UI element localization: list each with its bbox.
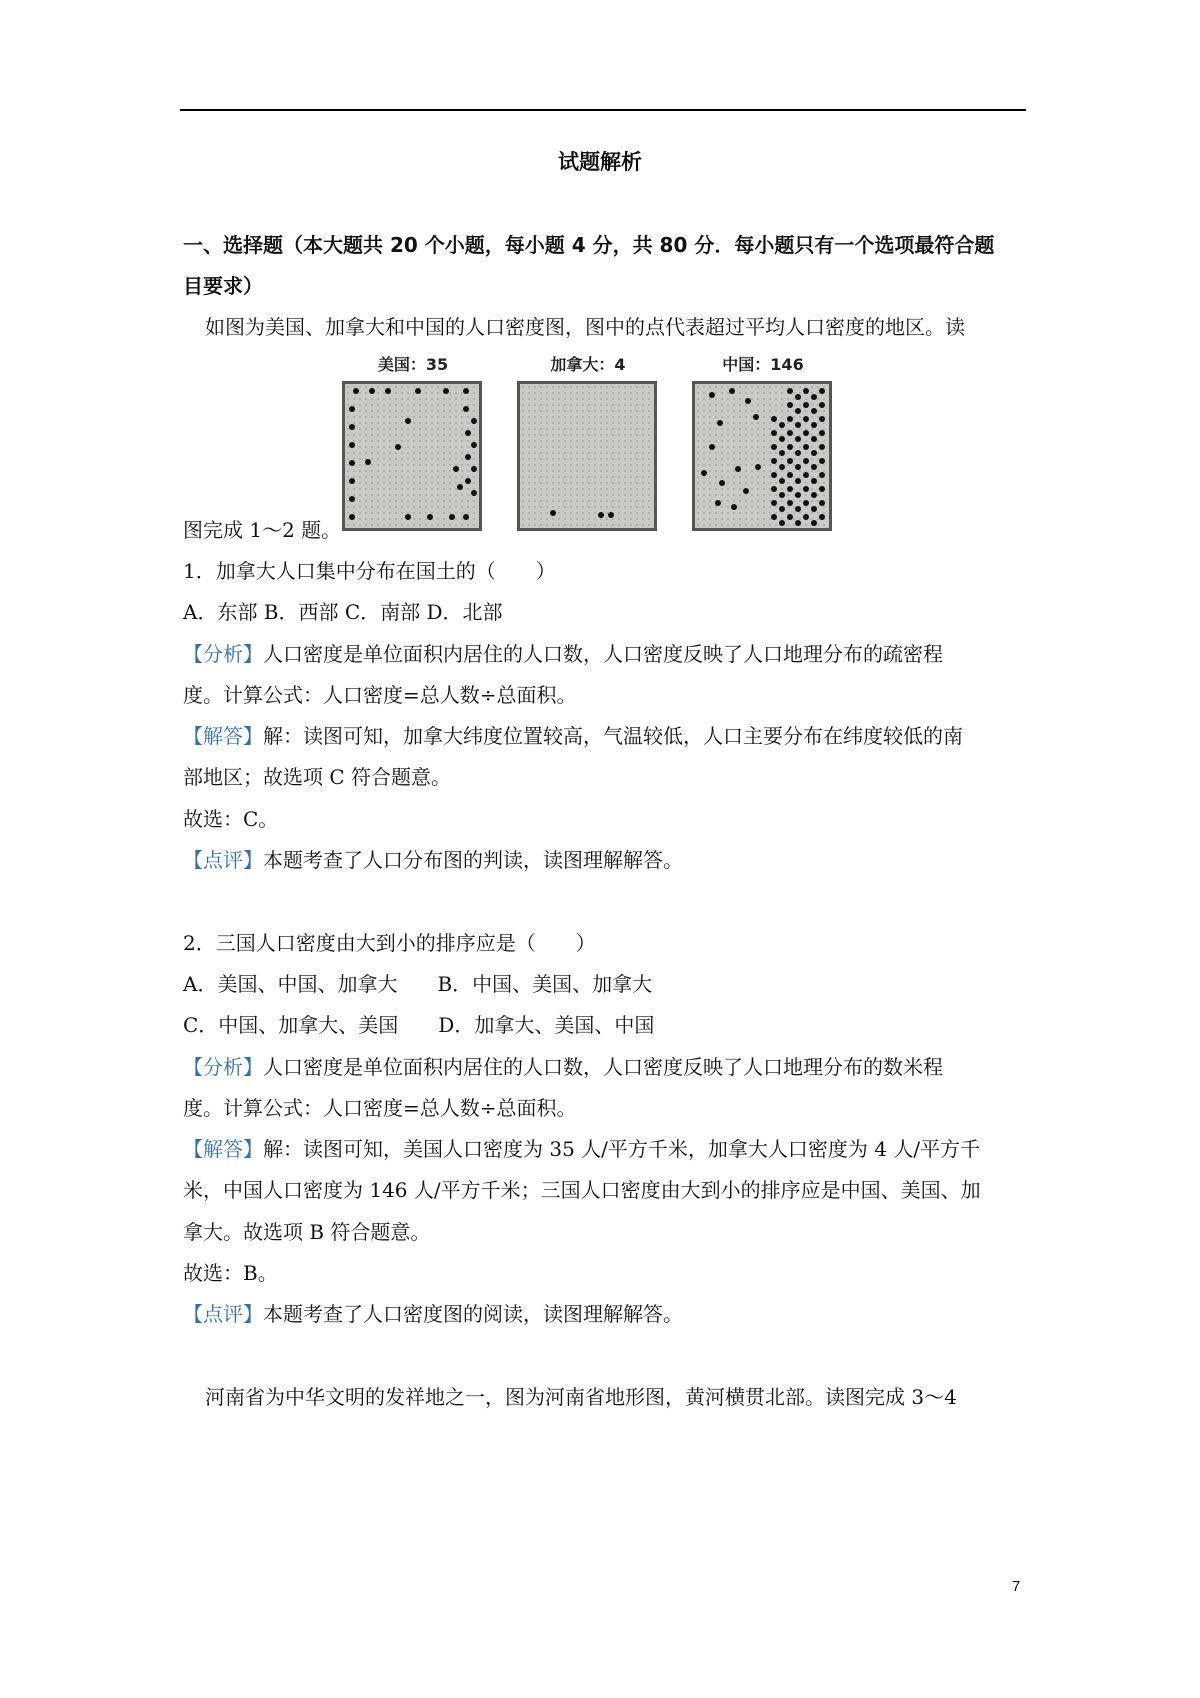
density-dot xyxy=(349,460,355,466)
density-dot xyxy=(811,422,817,428)
density-dot xyxy=(471,490,477,496)
density-dot xyxy=(819,416,825,422)
density-dot xyxy=(787,472,793,478)
density-dot xyxy=(465,454,471,460)
density-dot xyxy=(779,478,785,484)
q2-choice: 故选：B。 xyxy=(183,1261,278,1285)
density-dot xyxy=(795,520,801,526)
q1-choice: 故选：C。 xyxy=(183,807,279,831)
density-dot xyxy=(771,514,777,520)
q1-comment xyxy=(183,846,683,874)
density-dot xyxy=(771,416,777,422)
next-question-intro: 河南省为中华文明的发祥地之一，图为河南省地形图，黄河横贯北部。读图完成 3～4 xyxy=(205,1385,957,1409)
density-dot xyxy=(550,510,556,516)
density-dot xyxy=(803,402,809,408)
density-dot xyxy=(787,388,793,394)
section-heading-cont: 目要求） xyxy=(183,274,263,298)
density-dot xyxy=(349,406,355,412)
density-dot xyxy=(465,430,471,436)
map-panel-china xyxy=(688,355,838,535)
header-rule xyxy=(180,109,1026,111)
q2-analysis-cont: 度。计算公式：人口密度=总人数÷总面积。 xyxy=(183,1096,577,1120)
q2-options: C．中国、加拿大、美国 D．加拿大、美国、中国 xyxy=(183,1013,655,1037)
density-dot xyxy=(353,388,359,394)
analysis-text: 人口密度是单位面积内居住的人口数，人口密度反映了人口地理分布的疏密程 xyxy=(263,642,943,666)
map-panel-canada xyxy=(513,355,663,535)
density-dot xyxy=(463,406,469,412)
density-dot xyxy=(803,514,809,520)
density-dot xyxy=(795,394,801,400)
density-map xyxy=(342,381,482,531)
answer-text: 解：读图可知，美国人口密度为 35 人/平方千米，加拿大人口密度为 4 人/平方千 xyxy=(263,1137,981,1161)
density-dot xyxy=(365,459,371,465)
density-dot xyxy=(795,436,801,442)
density-dot xyxy=(819,472,825,478)
density-dot xyxy=(701,470,707,476)
density-dot xyxy=(819,486,825,492)
analysis-text: 人口密度是单位面积内居住的人口数，人口密度反映了人口地理分布的数米程 xyxy=(263,1055,943,1079)
density-dot xyxy=(449,514,455,520)
q1-analysis xyxy=(183,640,943,668)
density-dot xyxy=(771,486,777,492)
density-dot xyxy=(811,394,817,400)
analysis-tag: 【分析】 xyxy=(183,1055,263,1079)
density-dot xyxy=(803,416,809,422)
density-dot xyxy=(719,480,725,486)
population-density-figure xyxy=(338,355,838,535)
density-dot xyxy=(819,388,825,394)
density-dot xyxy=(427,514,433,520)
density-dot xyxy=(787,514,793,520)
density-dot xyxy=(463,388,469,394)
density-dot xyxy=(795,478,801,484)
density-dot xyxy=(771,500,777,506)
density-dot xyxy=(803,458,809,464)
density-dot xyxy=(729,388,735,394)
density-dot xyxy=(755,464,761,470)
density-dot xyxy=(787,430,793,436)
density-dot xyxy=(795,506,801,512)
density-dot xyxy=(771,444,777,450)
density-dot xyxy=(771,458,777,464)
density-dot xyxy=(405,514,411,520)
intro-text: 如图为美国、加拿大和中国的人口密度图，图中的点代表超过平均人口密度的地区。读 xyxy=(205,315,965,339)
density-dot xyxy=(811,436,817,442)
density-dot xyxy=(779,422,785,428)
density-dot xyxy=(443,388,449,394)
page-number: 7 xyxy=(1012,1578,1021,1595)
q2-answer xyxy=(183,1135,980,1163)
density-dot xyxy=(819,402,825,408)
q2-answer-cont: 拿大。故选项 B 符合题意。 xyxy=(183,1220,431,1244)
density-dot xyxy=(795,422,801,428)
density-dot xyxy=(779,492,785,498)
density-dot xyxy=(415,388,421,394)
density-dot xyxy=(715,500,721,506)
q1-stem: 1．加拿大人口集中分布在国土的（ ） xyxy=(183,559,556,583)
q2-comment xyxy=(183,1300,683,1328)
density-dot xyxy=(795,492,801,498)
density-dot xyxy=(787,416,793,422)
q1-analysis-cont: 度。计算公式：人口密度=总人数÷总面积。 xyxy=(183,683,577,707)
q1-options: A．东部 B．西部 C．南部 D．北部 xyxy=(183,600,503,624)
density-dot xyxy=(709,392,715,398)
density-dot xyxy=(803,500,809,506)
density-dot xyxy=(795,464,801,470)
density-dot xyxy=(465,478,471,484)
density-dot xyxy=(795,408,801,414)
map-panel-usa xyxy=(338,355,488,535)
density-dot xyxy=(803,444,809,450)
density-dot xyxy=(369,388,375,394)
density-dot xyxy=(787,500,793,506)
density-dot xyxy=(745,398,751,404)
density-dot xyxy=(779,506,785,512)
density-dot xyxy=(811,492,817,498)
density-dot xyxy=(349,424,355,430)
density-dot xyxy=(385,388,391,394)
page-title: 试题解析 xyxy=(558,150,642,174)
density-dot xyxy=(457,484,463,490)
density-dot xyxy=(787,402,793,408)
density-dot xyxy=(811,478,817,484)
q1-answer xyxy=(183,722,963,750)
density-dot xyxy=(819,458,825,464)
density-dot xyxy=(803,430,809,436)
density-dot xyxy=(811,520,817,526)
intro-text-cont: 图完成 1～2 题。 xyxy=(183,518,342,542)
density-dot xyxy=(795,450,801,456)
density-dot xyxy=(471,442,477,448)
q2-options: A．美国、中国、加拿大 B．中国、美国、加拿大 xyxy=(183,972,653,996)
density-dot xyxy=(471,418,477,424)
density-dot xyxy=(349,478,355,484)
density-map xyxy=(517,381,657,531)
density-dot xyxy=(811,506,817,512)
density-dot xyxy=(771,430,777,436)
q2-stem: 2．三国人口密度由大到小的排序应是（ ） xyxy=(183,931,596,955)
comment-text: 本题考查了人口分布图的判读，读图理解解答。 xyxy=(263,848,683,872)
density-dot xyxy=(349,514,355,520)
map-label: 中国：146 xyxy=(722,355,804,374)
map-label: 美国：35 xyxy=(377,355,449,374)
density-dot xyxy=(803,472,809,478)
density-dot xyxy=(811,408,817,414)
comment-tag: 【点评】 xyxy=(183,1302,263,1326)
density-dot xyxy=(819,514,825,520)
density-dot xyxy=(395,444,401,450)
map-label: 加拿大：4 xyxy=(550,355,626,374)
section-heading: 一、选择题（本大题共 20 个小题，每小题 4 分，共 80 分．每小题只有一个选项最符合题 xyxy=(183,233,995,257)
q2-answer-cont: 米，中国人口密度为 146 人/平方千米；三国人口密度由大到小的排序应是中国、美国、加 xyxy=(183,1178,981,1202)
density-dot xyxy=(819,430,825,436)
density-dot xyxy=(405,418,411,424)
density-dot xyxy=(779,436,785,442)
answer-tag: 【解答】 xyxy=(183,1137,263,1161)
density-dot xyxy=(349,442,355,448)
comment-tag: 【点评】 xyxy=(183,848,263,872)
answer-text: 解：读图可知，加拿大纬度位置较高，气温较低，人口主要分布在纬度较低的南 xyxy=(263,724,963,748)
density-dot xyxy=(709,444,715,450)
density-dot xyxy=(779,464,785,470)
density-dot xyxy=(787,486,793,492)
density-dot xyxy=(787,458,793,464)
density-dot xyxy=(803,486,809,492)
density-dot xyxy=(819,500,825,506)
density-dot xyxy=(819,444,825,450)
density-dot xyxy=(753,414,759,420)
density-dot xyxy=(463,514,469,520)
comment-text: 本题考查了人口密度图的阅读，读图理解解答。 xyxy=(263,1302,683,1326)
density-map xyxy=(692,381,832,531)
density-dot xyxy=(779,520,785,526)
density-dot xyxy=(349,496,355,502)
density-dot xyxy=(811,464,817,470)
answer-tag: 【解答】 xyxy=(183,724,263,748)
density-dot xyxy=(787,444,793,450)
density-dot xyxy=(803,388,809,394)
density-dot xyxy=(598,512,604,518)
density-dot xyxy=(735,466,741,472)
density-dot xyxy=(811,450,817,456)
density-dot xyxy=(471,466,477,472)
q2-analysis xyxy=(183,1053,943,1081)
density-dot xyxy=(608,512,614,518)
q1-answer-cont: 部地区；故选项 C 符合题意。 xyxy=(183,765,452,789)
density-dot xyxy=(731,504,737,510)
density-dot xyxy=(771,472,777,478)
density-dot xyxy=(743,488,749,494)
density-dot xyxy=(717,420,723,426)
density-dot xyxy=(779,450,785,456)
density-dot xyxy=(453,466,459,472)
analysis-tag: 【分析】 xyxy=(183,642,263,666)
